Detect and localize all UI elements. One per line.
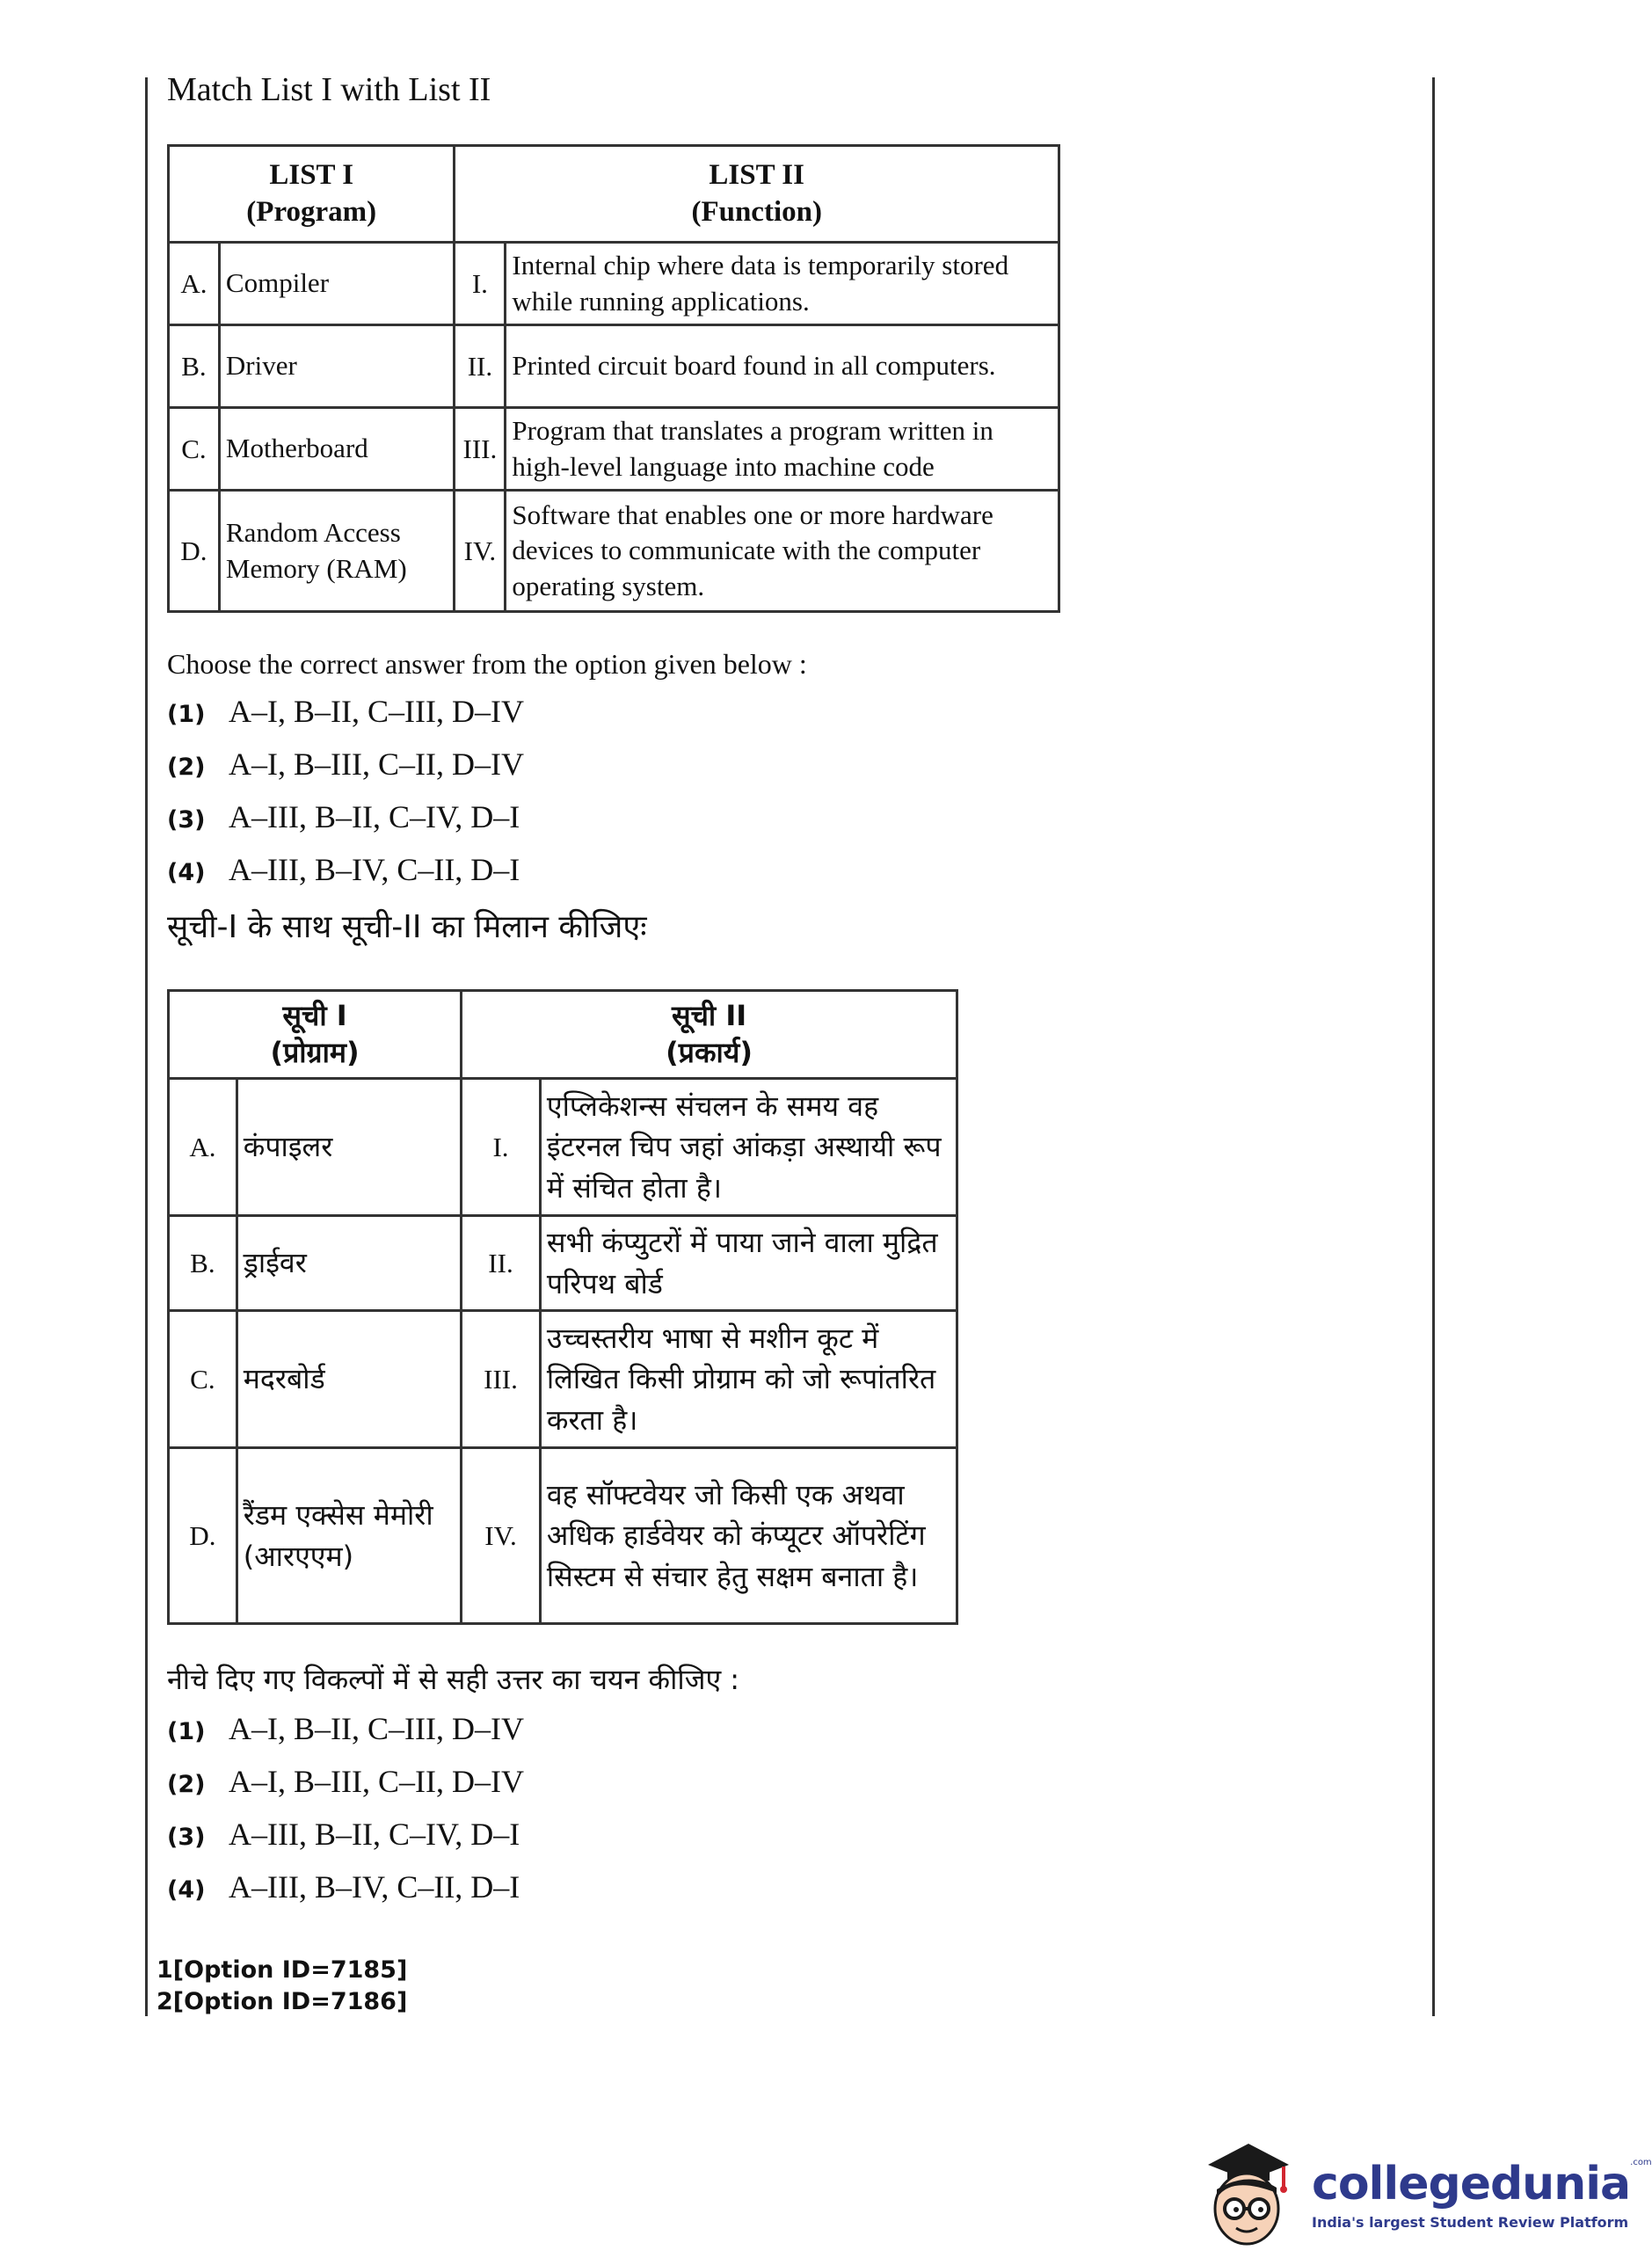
- brand-tagline: India's largest Student Review Platform: [1312, 2213, 1629, 2231]
- brand-domain: .com: [1630, 2157, 1652, 2167]
- table-row: B. Driver II. Printed circuit board found in all computers.: [169, 325, 1059, 408]
- mascot-icon: [1196, 2137, 1301, 2251]
- table-row: D. Random Access Memory (RAM) IV. Software that enables one or more hardware devices to communicate with the computer operating system.: [169, 491, 1059, 612]
- table-row: D. रैंडम एक्सेस मेमोरी (आरएएम) IV. वह सॉफ्टवेयर जो किसी एक अथवा अधिक हार्डवेयर को कंप्यूटर ऑपरेटिंग सिस्टम से संचार हेतु सक्षम बनाता है।: [169, 1448, 957, 1624]
- answer-option[interactable]: (4) A–III, B–IV, C–II, D–I: [167, 852, 520, 887]
- table-row: A. Compiler I. Internal chip where data is temporarily stored while running applications.: [169, 243, 1059, 325]
- table-row: C. Motherboard III. Program that translates a program written in high-level language into machine code: [169, 408, 1059, 491]
- match-table-english: [167, 144, 1060, 613]
- left-margin-line: [145, 77, 148, 2016]
- list1-header-hindi: सूची I (प्रोग्राम): [169, 991, 462, 1079]
- answer-option[interactable]: (1) A–I, B–II, C–III, D–IV: [167, 694, 524, 729]
- answer-option-hindi[interactable]: (1) A–I, B–II, C–III, D–IV: [167, 1711, 524, 1746]
- right-margin-line: [1432, 77, 1435, 2016]
- table-row: C. मदरबोर्ड III. उच्चस्तरीय भाषा से मशीन कूट में लिखित किसी प्रोग्राम को जो रूपांतरित करता है।: [169, 1311, 957, 1448]
- question-heading-hindi: सूची-I के साथ सूची-II का मिलान कीजिएः: [167, 909, 647, 945]
- answer-instruction-hindi: नीचे दिए गए विकल्पों में से सही उत्तर का चयन कीजिए :: [167, 1663, 740, 1696]
- answer-option-hindi[interactable]: (2) A–I, B–III, C–II, D–IV: [167, 1764, 524, 1799]
- collegedunia-logo: [1196, 2137, 1652, 2251]
- list1-header: LIST I (Program): [169, 146, 455, 243]
- list2-header-hindi: सूची II (प्रकार्य): [462, 991, 957, 1079]
- answer-option[interactable]: (3) A–III, B–II, C–IV, D–I: [167, 799, 520, 834]
- answer-option-hindi[interactable]: (4) A–III, B–IV, C–II, D–I: [167, 1869, 520, 1904]
- table-row: B. ड्राईवर II. सभी कंप्युटरों में पाया जाने वाला मुद्रित परिपथ बोर्ड: [169, 1216, 957, 1311]
- brand-name: collegedunia: [1312, 2157, 1631, 2210]
- match-table-hindi: [167, 989, 958, 1625]
- list2-header: LIST II (Function): [455, 146, 1059, 243]
- option-id: 2[Option ID=7186]: [156, 1988, 408, 2015]
- answer-option-hindi[interactable]: (3) A–III, B–II, C–IV, D–I: [167, 1817, 520, 1852]
- answer-option[interactable]: (2) A–I, B–III, C–II, D–IV: [167, 747, 524, 782]
- answer-instruction-english: Choose the correct answer from the option given below :: [167, 648, 807, 680]
- option-id: 1[Option ID=7185]: [156, 1956, 408, 1984]
- table-row: A. कंपाइलर I. एप्लिकेशन्स संचलन के समय वह इंटरनल चिप जहां आंकड़ा अस्थायी रूप में संचित होता है।: [169, 1079, 957, 1216]
- option-id-list: [156, 1955, 407, 2018]
- question-heading-english: Match List I with List II: [167, 71, 491, 108]
- question-content: [167, 70, 1415, 1921]
